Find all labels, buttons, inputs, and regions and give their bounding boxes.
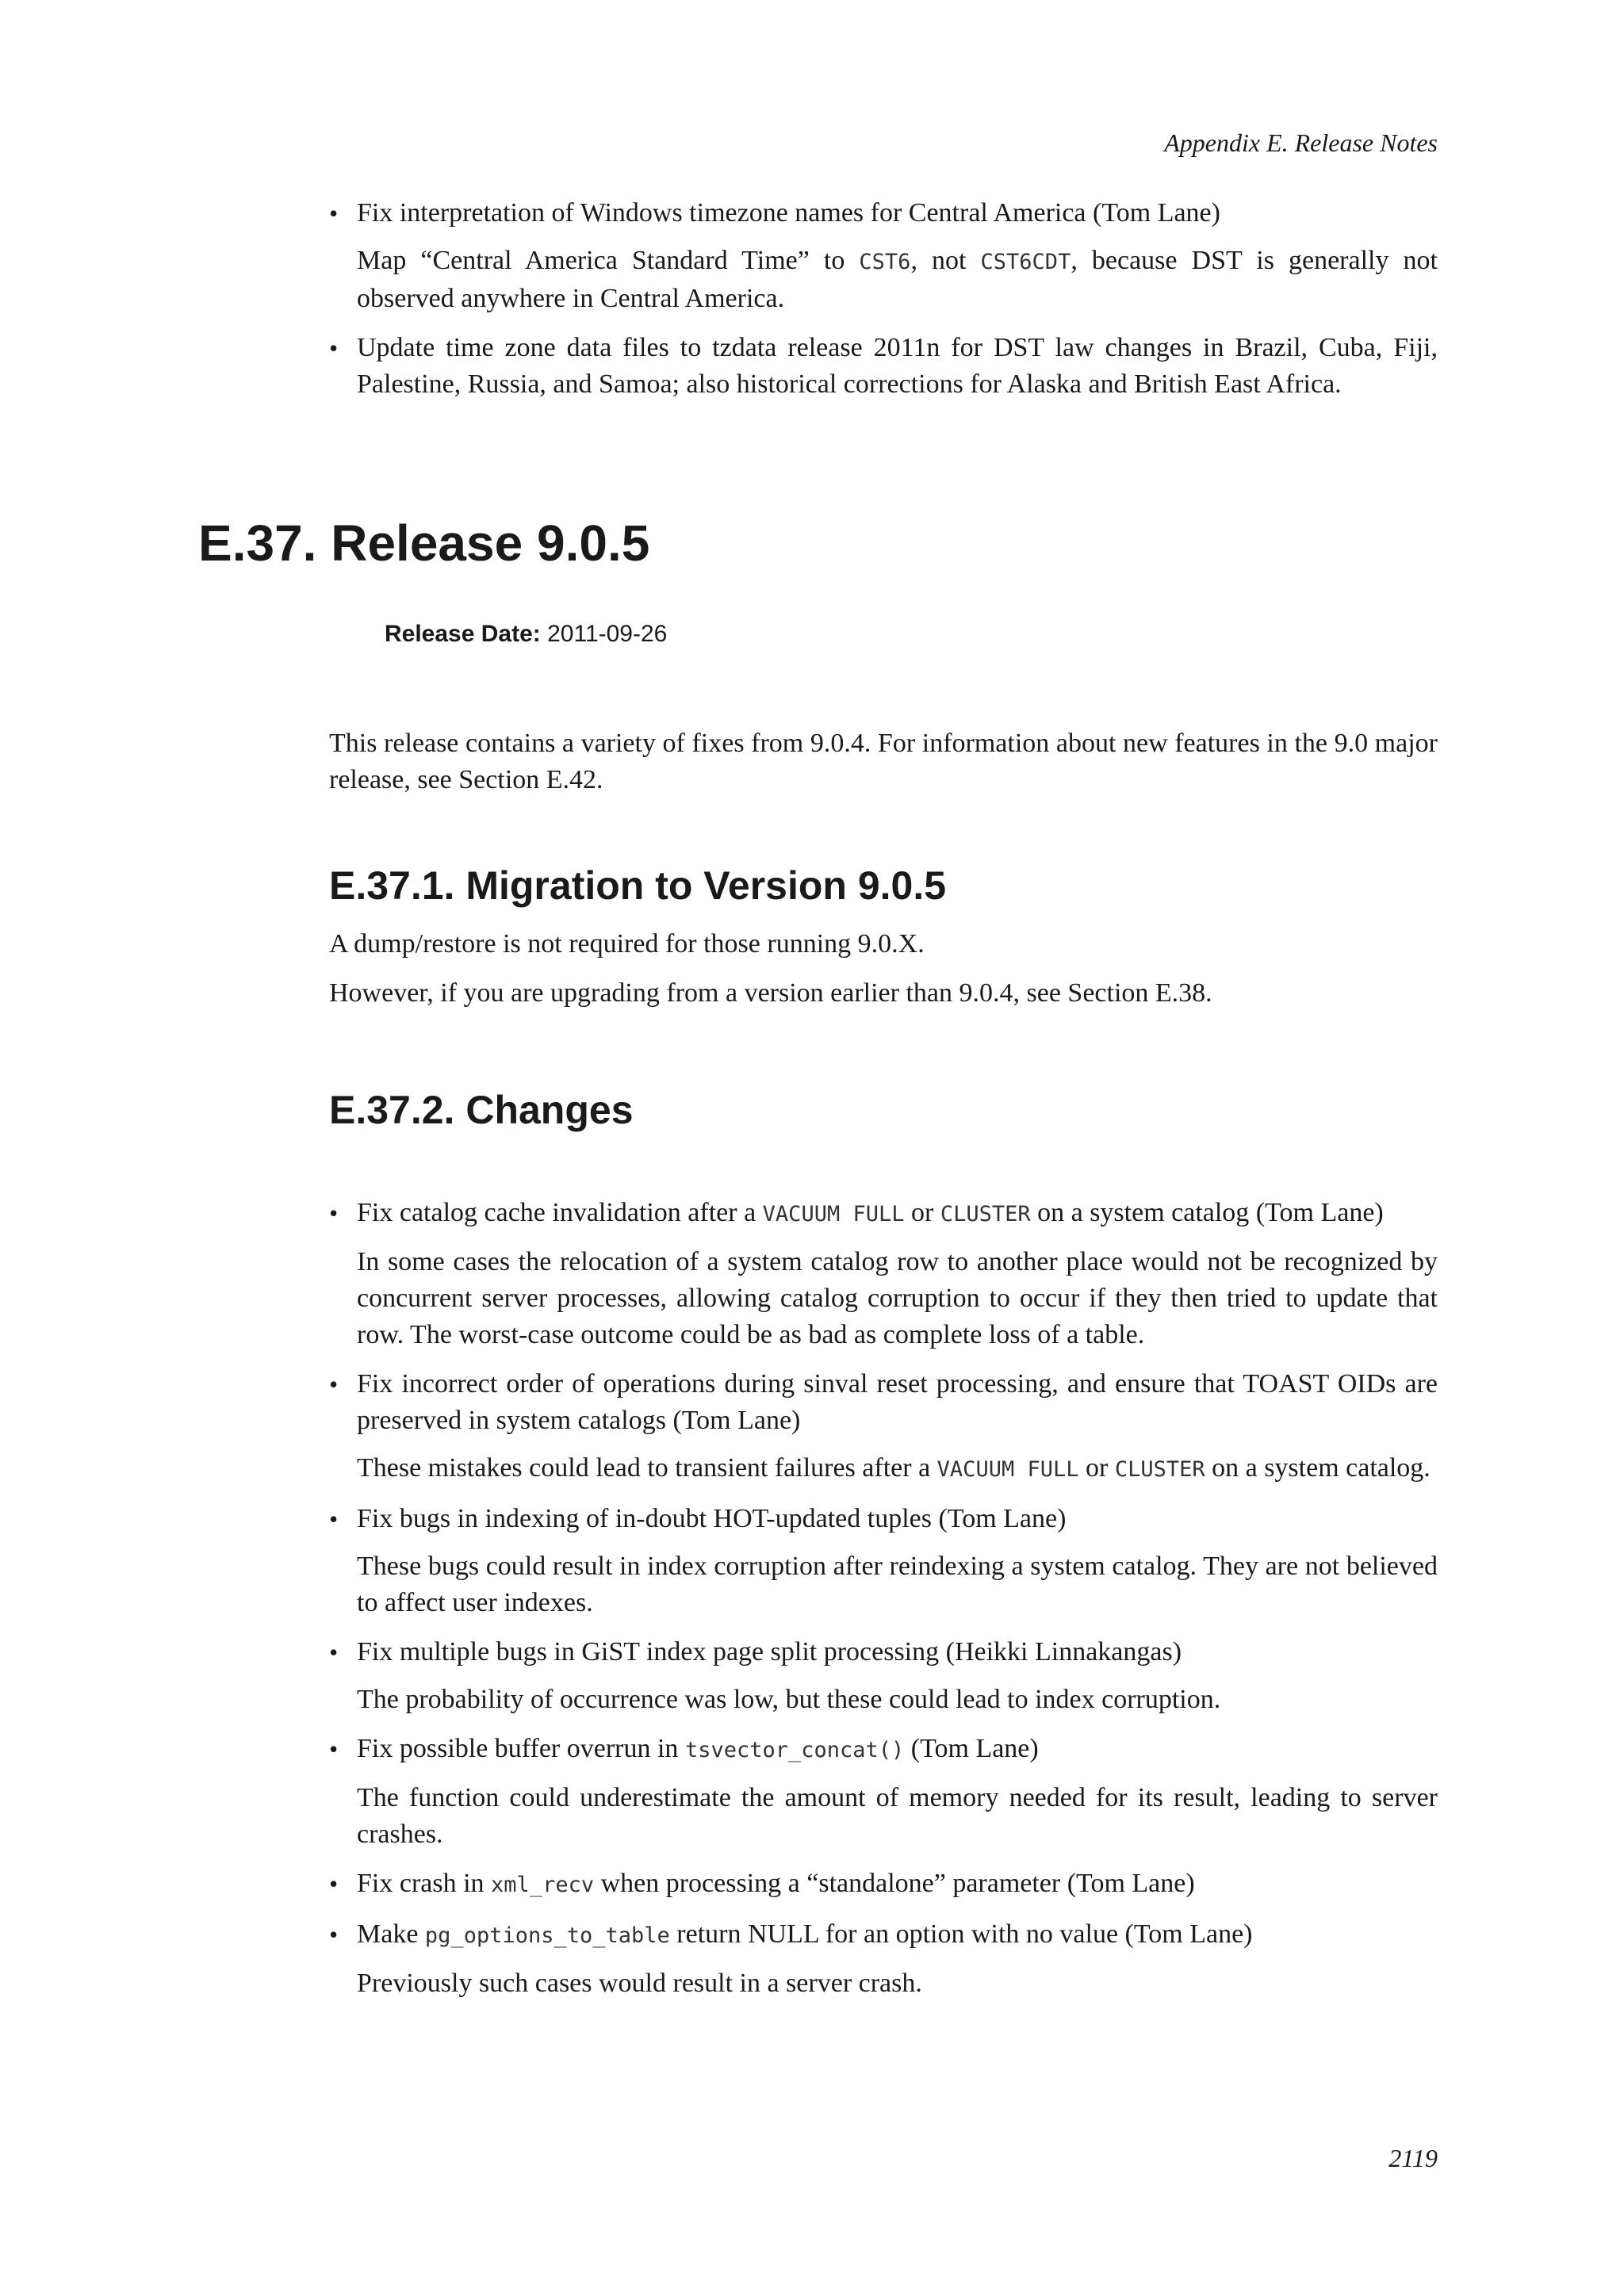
inline-code: xml_recv [491, 1873, 595, 1897]
list-item [329, 1634, 1438, 1718]
list-item-description: Previously such cases would result in a server crash. [357, 1969, 922, 1998]
bullet-icon: • [329, 1638, 339, 1667]
bullet-icon: • [329, 1735, 339, 1763]
intro-paragraph: This release contains a variety of fixes from 9.0.4. For information about new features in the 9.0 major release, see Section E.42. [329, 729, 1438, 794]
bullet-icon: • [329, 334, 339, 362]
list-item-description: The function could underestimate the amount of memory needed for its result, leading to server crashes. [357, 1783, 1438, 1849]
inline-code: CST6 [859, 250, 911, 274]
release-date-label: Release Date: [385, 621, 541, 647]
list-item-description: These bugs could result in index corruption after reindexing a system catalog. They are not believed to affect user indexes. [357, 1552, 1438, 1617]
inline-code: CLUSTER [940, 1202, 1031, 1226]
section-title: E.37. Release 9.0.5 [198, 515, 650, 572]
list-item-title: Make pg_options_to_table return NULL for an option with no value (Tom Lane) [357, 1919, 1253, 1949]
list-item [329, 1866, 1438, 1904]
release-date-value: 2011-09-26 [547, 621, 668, 647]
bullet-icon: • [329, 1505, 339, 1533]
bullet-icon: • [329, 1199, 339, 1227]
bullet-icon: • [329, 1869, 339, 1898]
inline-code: CLUSTER [1114, 1457, 1205, 1482]
changes-list [329, 1195, 1438, 2002]
list-item-title: Fix incorrect order of operations during sinval reset processing, and ensure that TOAST OIDs are preserved in system catalogs (Tom Lane) [357, 1369, 1438, 1435]
list-item-description: The probability of occurrence was low, but these could lead to index corruption. [357, 1685, 1221, 1714]
inline-code: CST6CDT [980, 250, 1071, 274]
list-item-title: Fix multiple bugs in GiST index page split processing (Heikki Linnakangas) [357, 1637, 1182, 1667]
inline-code: VACUUM FULL [936, 1457, 1079, 1482]
list-item-title: Fix catalog cache invalidation after a VACUUM FULL or CLUSTER on a system catalog (Tom Lane) [357, 1198, 1384, 1227]
list-item [329, 1731, 1438, 1853]
running-head: Appendix E. Release Notes [1164, 128, 1438, 157]
list-item-title: Fix interpretation of Windows timezone names for Central America (Tom Lane) [357, 198, 1220, 228]
list-item-title: Update time zone data files to tzdata release 2011n for DST law changes in Brazil, Cuba, Fiji, Palestine, Russia, and Samoa; also historical corrections for Alaska and British East Africa. [357, 333, 1438, 399]
bullet-icon: • [329, 199, 339, 228]
migration-paragraph-2: However, if you are upgrading from a version earlier than 9.0.4, see Section E.38. [329, 978, 1212, 1008]
list-item [329, 1366, 1438, 1488]
migration-block [329, 926, 1438, 1012]
intro-block [329, 725, 1438, 798]
changes-list-container [329, 1195, 1438, 2015]
page-number: 2119 [1388, 2144, 1438, 2172]
migration-heading: E.37.1. Migration to Version 9.0.5 [329, 863, 947, 908]
bullet-icon: • [329, 1920, 339, 1949]
list-item-title: Fix crash in xml_recv when processing a “standalone” parameter (Tom Lane) [357, 1869, 1195, 1898]
inline-code: tsvector_concat() [684, 1738, 905, 1762]
list-item [329, 330, 1438, 403]
list-item [329, 1916, 1438, 2002]
migration-paragraph-1: A dump/restore is not required for those running 9.0.X. [329, 929, 925, 959]
list-item-description: In some cases the relocation of a system catalog row to another place would not be recognized by concurrent server processes, allowing catalog corruption to occur if they then tried to update that row. The worst-case outcome could be as bad as complete loss of a table. [357, 1247, 1438, 1349]
list-item-description: Map “Central America Standard Time” to CST6, not CST6CDT, because DST is generally not observed anywhere in Central America. [357, 246, 1438, 313]
changes-heading: E.37.2. Changes [329, 1088, 634, 1132]
top-bullet-list [329, 195, 1438, 403]
list-item-description: These mistakes could lead to transient failures after a VACUUM FULL or CLUSTER on a system catalog. [357, 1453, 1431, 1483]
top-bullet-list-container [329, 195, 1438, 415]
release-date [385, 618, 667, 650]
list-item [329, 195, 1438, 317]
list-item-title: Fix possible buffer overrun in tsvector_concat() (Tom Lane) [357, 1734, 1039, 1763]
list-item [329, 1501, 1438, 1621]
inline-code: VACUUM FULL [762, 1202, 905, 1226]
inline-code: pg_options_to_table [424, 1923, 670, 1948]
bullet-icon: • [329, 1370, 339, 1399]
list-item [329, 1195, 1438, 1353]
list-item-title: Fix bugs in indexing of in-doubt HOT-updated tuples (Tom Lane) [357, 1504, 1067, 1533]
